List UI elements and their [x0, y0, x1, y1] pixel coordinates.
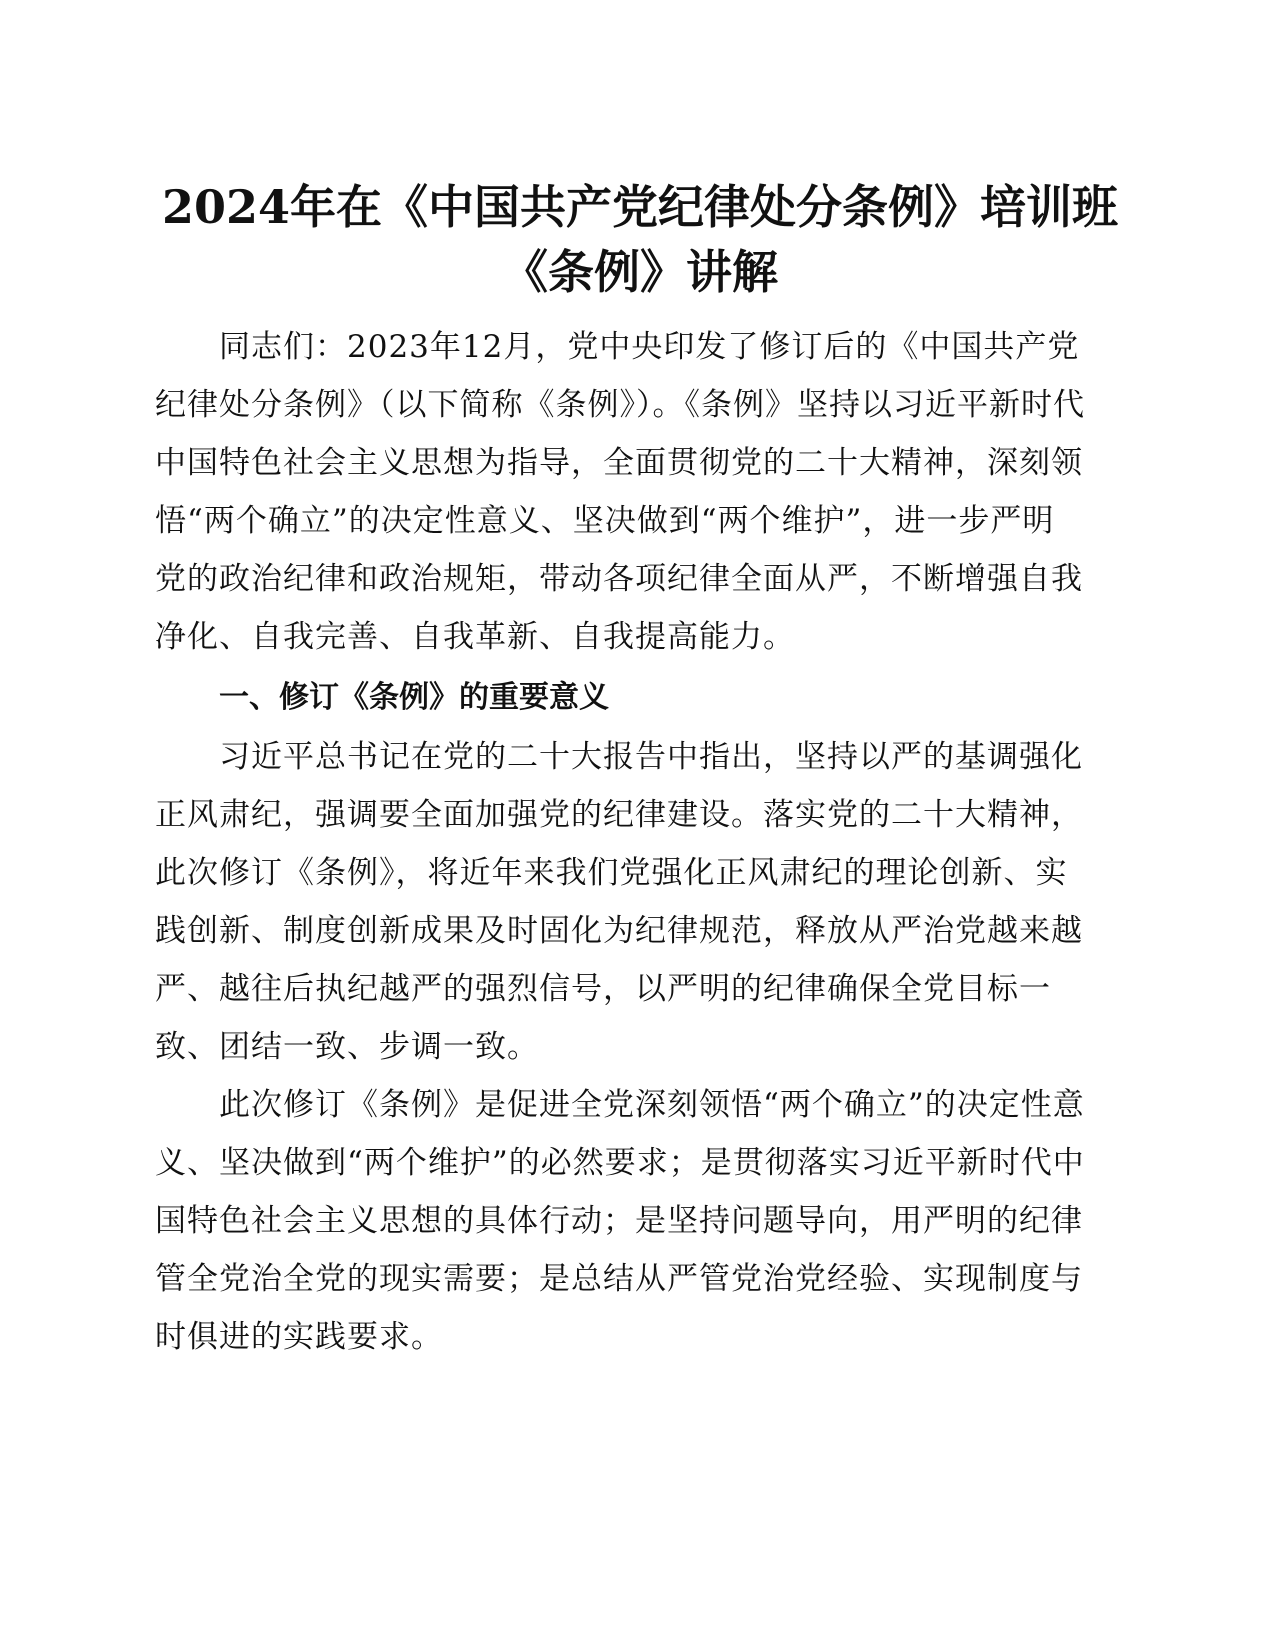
paragraph-opening: 同志们：2023年12月，党中央印发了修订后的《中国共产党纪律处分条例》（以下简称《条例》）。《条例》坚持以习近平新时代中国特色社会主义思想为指导，全面贯彻党的二十大精神，深刻领悟“两个确立”的决定性意义、坚决做到“两个维护”，进一步严明党的政治纪律和政治规矩，带动各项纪律全面从严，不断增强自我净化、自我完善、自我革新、自我提高能力。 [155, 329, 1085, 655]
paragraph-requirements: 此次修订《条例》是促进全党深刻领悟“两个确立”的决定性意义、坚决做到“两个维护”的必然要求；是贯彻落实习近平新时代中国特色社会主义思想的具体行动；是坚持问题导向，用严明的纪律管全党治全党的现实需要；是总结从严管党治党经验、实现制度与时俱进的实践要求。 [155, 1087, 1085, 1355]
section-heading-1: 一、修订《条例》的重要意义 [219, 680, 609, 715]
document-body [155, 318, 1085, 1366]
paragraph-significance: 习近平总书记在党的二十大报告中指出，坚持以严的基调强化正风肃纪，强调要全面加强党的纪律建设。落实党的二十大精神，此次修订《条例》，将近年来我们党强化正风肃纪的理论创新、实践创新、制度创新成果及时固化为纪律规范，释放从严治党越来越严、越往后执纪越严的强烈信号，以严明的纪律确保全党目标一致、团结一致、步调一致。 [155, 739, 1083, 1065]
title-line-2: 《条例》讲解 [502, 245, 778, 299]
title-line-1: 2024年在《中国共产党纪律处分条例》培训班 [161, 180, 1119, 234]
document-title [140, 175, 1140, 305]
